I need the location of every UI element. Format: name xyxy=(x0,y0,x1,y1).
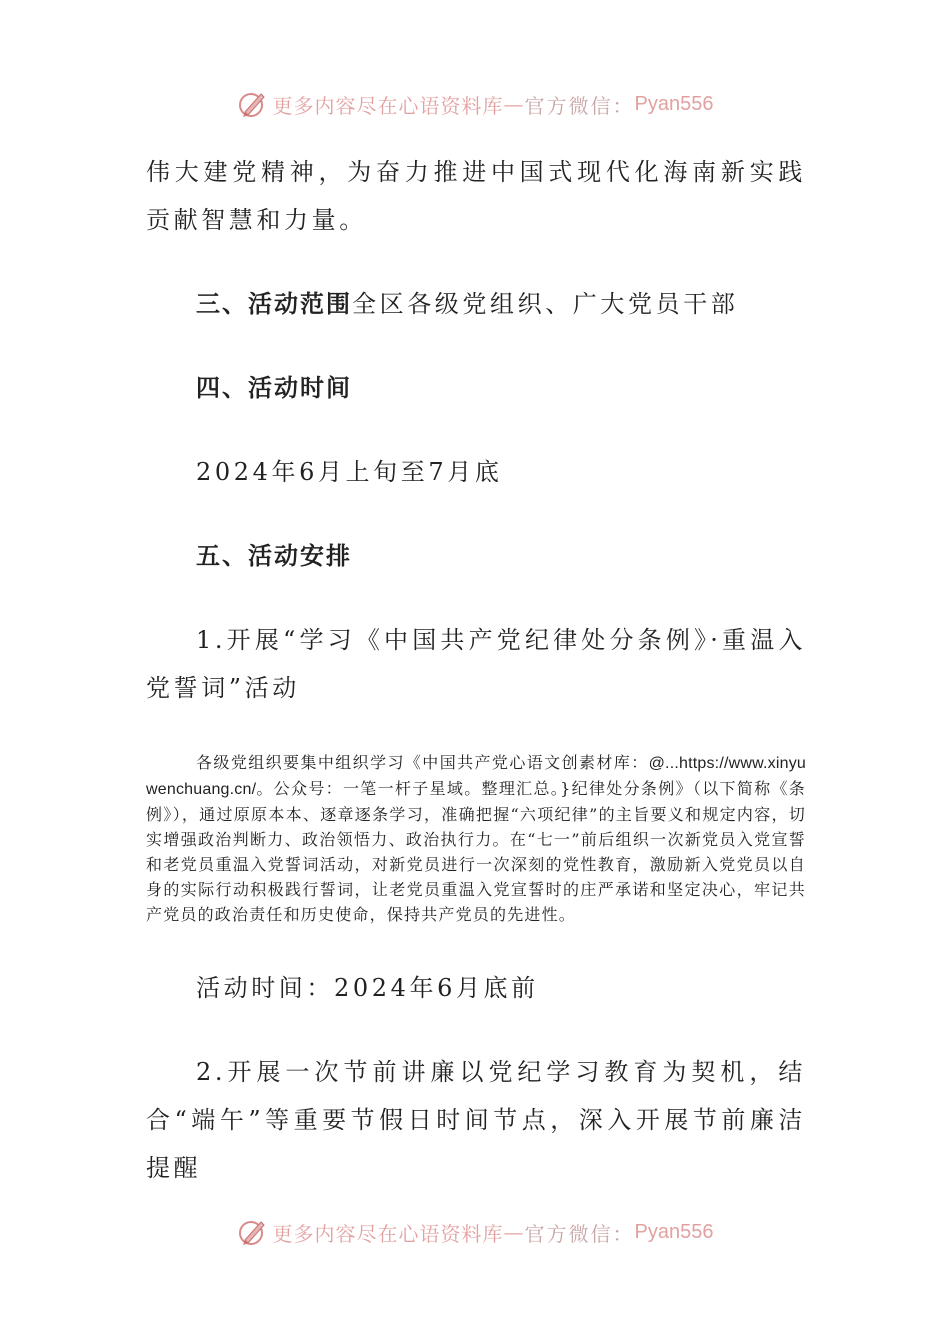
section-3-text: 全区各级党组织、广大党员干部 xyxy=(352,290,739,318)
section-3-paragraph xyxy=(146,280,806,328)
section-4-paragraph xyxy=(146,364,806,412)
pen-logo-icon xyxy=(237,88,269,120)
footer-banner-text: 更多内容尽在心语资料库 xyxy=(272,1221,504,1246)
footer-banner-dash: — xyxy=(503,1220,525,1244)
section-4-text: 2024年6月上旬至7月底 xyxy=(196,458,503,486)
header-banner-text: 更多内容尽在心语资料库 xyxy=(272,93,504,118)
pen-logo-icon xyxy=(237,1216,269,1248)
item-1-body-part1: 各级党组织要集中组织学习《中国共产党心语文创素材库： xyxy=(196,753,649,772)
header-banner-wechat-label: 官方微信： xyxy=(524,93,635,118)
section-4-heading: 四、活动时间 xyxy=(196,374,352,402)
item-1-body-part2: 。公众号：一笔一杆子星域。整理汇总。}纪律处分条例》（以下简称《条例》），通过原原本本、逐章逐条学习，准确把握“六项纪律”的主旨要义和规定内容，切实增强政治判断力、政治领悟力、政治执行力。在“七一”前后组织一次新党员入党宣誓和老党员重温入党誓词活动，对新党员进行一次深刻的党性教育，激励新入党党员以自身的实际行动积极践行誓词，让老党员重温入党宣誓时的庄严承诺和坚定决心，牢记共产党员的政治责任和历史使命，保持共产党员的先进性。 xyxy=(146,779,806,924)
section-5-heading: 五、活动安排 xyxy=(196,542,352,570)
item-1-time: 活动时间：2024年6月底前 xyxy=(196,974,539,1002)
footer-watermark-banner xyxy=(0,1212,950,1252)
document-body xyxy=(146,148,806,1192)
footer-banner-wechat-label: 官方微信： xyxy=(524,1221,635,1246)
intro-paragraph-continued: 伟大建党精神，为奋力推进中国式现代化海南新实践贡献智慧和力量。 xyxy=(146,158,806,234)
item-1-body xyxy=(146,750,806,927)
item-2-paragraph: 2.开展一次节前讲廉以党纪学习教育为契机，结合“端午”等重要节假日时间节点，深入开展节前廉洁提醒 xyxy=(146,1058,806,1182)
header-watermark-banner xyxy=(0,84,950,124)
footer-banner-wechat-id: Pyan556 xyxy=(634,1220,714,1243)
section-3-heading: 三、活动范围 xyxy=(196,290,352,318)
header-banner-wechat-id: Pyan556 xyxy=(634,92,714,115)
section-5-paragraph xyxy=(146,532,806,580)
item-1-title: 1.开展“学习《中国共产党纪律处分条例》·重温入党誓词”活动 xyxy=(146,626,806,702)
item-1-body-url: @...https://www.xinyuwenchuang.cn/ xyxy=(146,755,806,798)
header-banner-dash: — xyxy=(503,92,525,116)
